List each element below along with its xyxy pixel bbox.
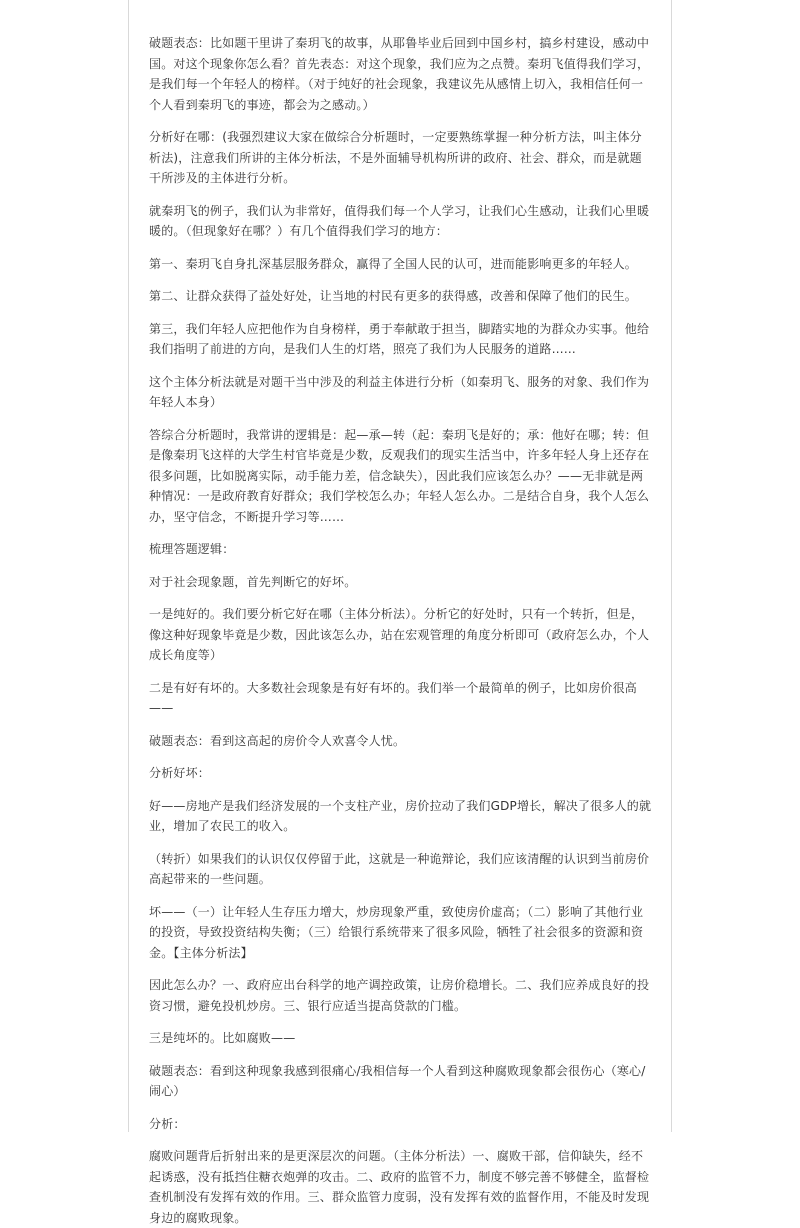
- paragraph-22: 腐败问题背后折射出来的是更深层次的问题。（主体分析法）一、腐败干部，信仰缺失，经不起诱惑，没有抵挡住糖衣炮弹的攻击。二、政府的监管不力，制度不够完善不够健全，监督检查机制没有发挥有效的作用。三、群众监管力度弱，没有发挥有效的监督作用，不能及时发现身边的腐败现象。: [149, 1149, 650, 1225]
- paragraph-11: 一是纯好的。我们要分析它好在哪（主体分析法）。分析它的好处时，只有一个转折，但是，像这种好现象毕竟是少数，因此该怎么办，站在宏观管理的角度分析即可（政府怎么办，个人成长角度等）: [149, 607, 650, 662]
- paragraph-14: 分析好坏：: [149, 766, 211, 780]
- paragraph-10: 对于社会现象题，首先判断它的好坏。: [149, 574, 357, 589]
- paragraph-20: 破题表态：看到这种现象我感到很痛心/我相信每一个人看到这种腐败现象都会很伤心（寒心/闹心）: [149, 1063, 646, 1098]
- paragraph-2: 分析好在哪：(我强烈建议大家在做综合分析题时，一定要熟练掌握一种分析方法，叫主体分析法)，注意我们所讲的主体分析法，不是外面辅导机构所讲的政府、社会、群众，而是就题干所涉及的主体进行分析。: [149, 130, 642, 185]
- paragraph-15: 好——房地产是我们经济发展的一个支柱产业，房价拉动了我们GDP增长，解决了很多人的就业，增加了农民工的收入。: [149, 798, 652, 833]
- paragraph-12: 二是有好有坏的。大多数社会现象是有好有坏的。我们举一个最简单的例子，比如房价很高——: [149, 680, 638, 715]
- paragraph-21: 分析：: [149, 1116, 186, 1131]
- paragraph-17: 坏——（一）让年轻人生存压力增大，炒房现象严重，致使房价虚高；（二）影响了其他行业的投资，导致投资结构失衡；（三）给银行系统带来了很多风险，牺牲了社会很多的资源和资金。【主体分析法】: [149, 904, 644, 960]
- paragraph-1: 破题表态：比如题干里讲了秦玥飞的故事，从耶鲁毕业后回到中国乡村，搞乡村建设，感动中国。对这个现象你怎么看？首先表态：对这个现象，我们应为之点赞。秦玥飞值得我们学习，是我们每一个年轻人的榜样。（对于纯好的社会现象，我建议先从感情上切入，我相信任何一个人看到秦玥飞的事迹，都会为之感动。）: [149, 36, 650, 112]
- paragraph-9: 梳理答题逻辑：: [149, 542, 235, 556]
- paragraph-16: （转折）如果我们的认识仅仅停留于此，这就是一种诡辩论，我们应该清醒的认识到当前房价高起带来的一些问题。: [149, 851, 650, 886]
- paragraph-5: 第二、让群众获得了益处好处，让当地的村民有更多的获得感，改善和保障了他们的民生。: [149, 289, 638, 303]
- paragraph-19: 三是纯坏的。比如腐败——: [149, 1031, 296, 1045]
- paragraph-13: 破题表态：看到这高起的房价令人欢喜令人忧。: [149, 733, 406, 748]
- paragraph-18: 因此怎么办？一、政府应出台科学的地产调控政策，让房价稳增长。二、我们应养成良好的投资习惯，避免投机炒房。三、银行应适当提高贷款的门槛。: [149, 978, 650, 1013]
- paragraph-6: 第三，我们年轻人应把他作为自身榜样，勇于奉献敢于担当，脚踏实地的为群众办实事。他给我们指明了前进的方向，是我们人生的灯塔，照亮了我们为人民服务的道路……: [149, 321, 650, 356]
- paragraph-7: 这个主体分析法就是对题干当中涉及的利益主体进行分析（如秦玥飞、服务的对象、我们作为年轻人本身）: [149, 374, 650, 409]
- paragraph-3: 就秦玥飞的例子，我们认为非常好，值得我们每一个人学习，让我们心生感动，让我们心里暖暖的。（但现象好在哪？）有几个值得我们学习的地方：: [149, 203, 650, 238]
- document-body: [149, 33, 654, 1225]
- paragraph-8: 答综合分析题时，我常讲的逻辑是：起—承—转（起：秦玥飞是好的；承：他好在哪；转：但是像秦玥飞这样的大学生村官毕竟是少数，反观我们的现实生活当中，许多年轻人身上还存在很多问题，比如脱离实际，动手能力差，信念缺失），因此我们应该怎么办？——无非就是两种情况：一是政府教育好群众；我们学校怎么办；年轻人怎么办。二是结合自身，我个人怎么办，坚守信念，不断提升学习等……: [149, 427, 650, 524]
- paragraph-4: 第一、秦玥飞自身扎深基层服务群众，赢得了全国人民的认可，进而能影响更多的年轻人。: [149, 256, 638, 271]
